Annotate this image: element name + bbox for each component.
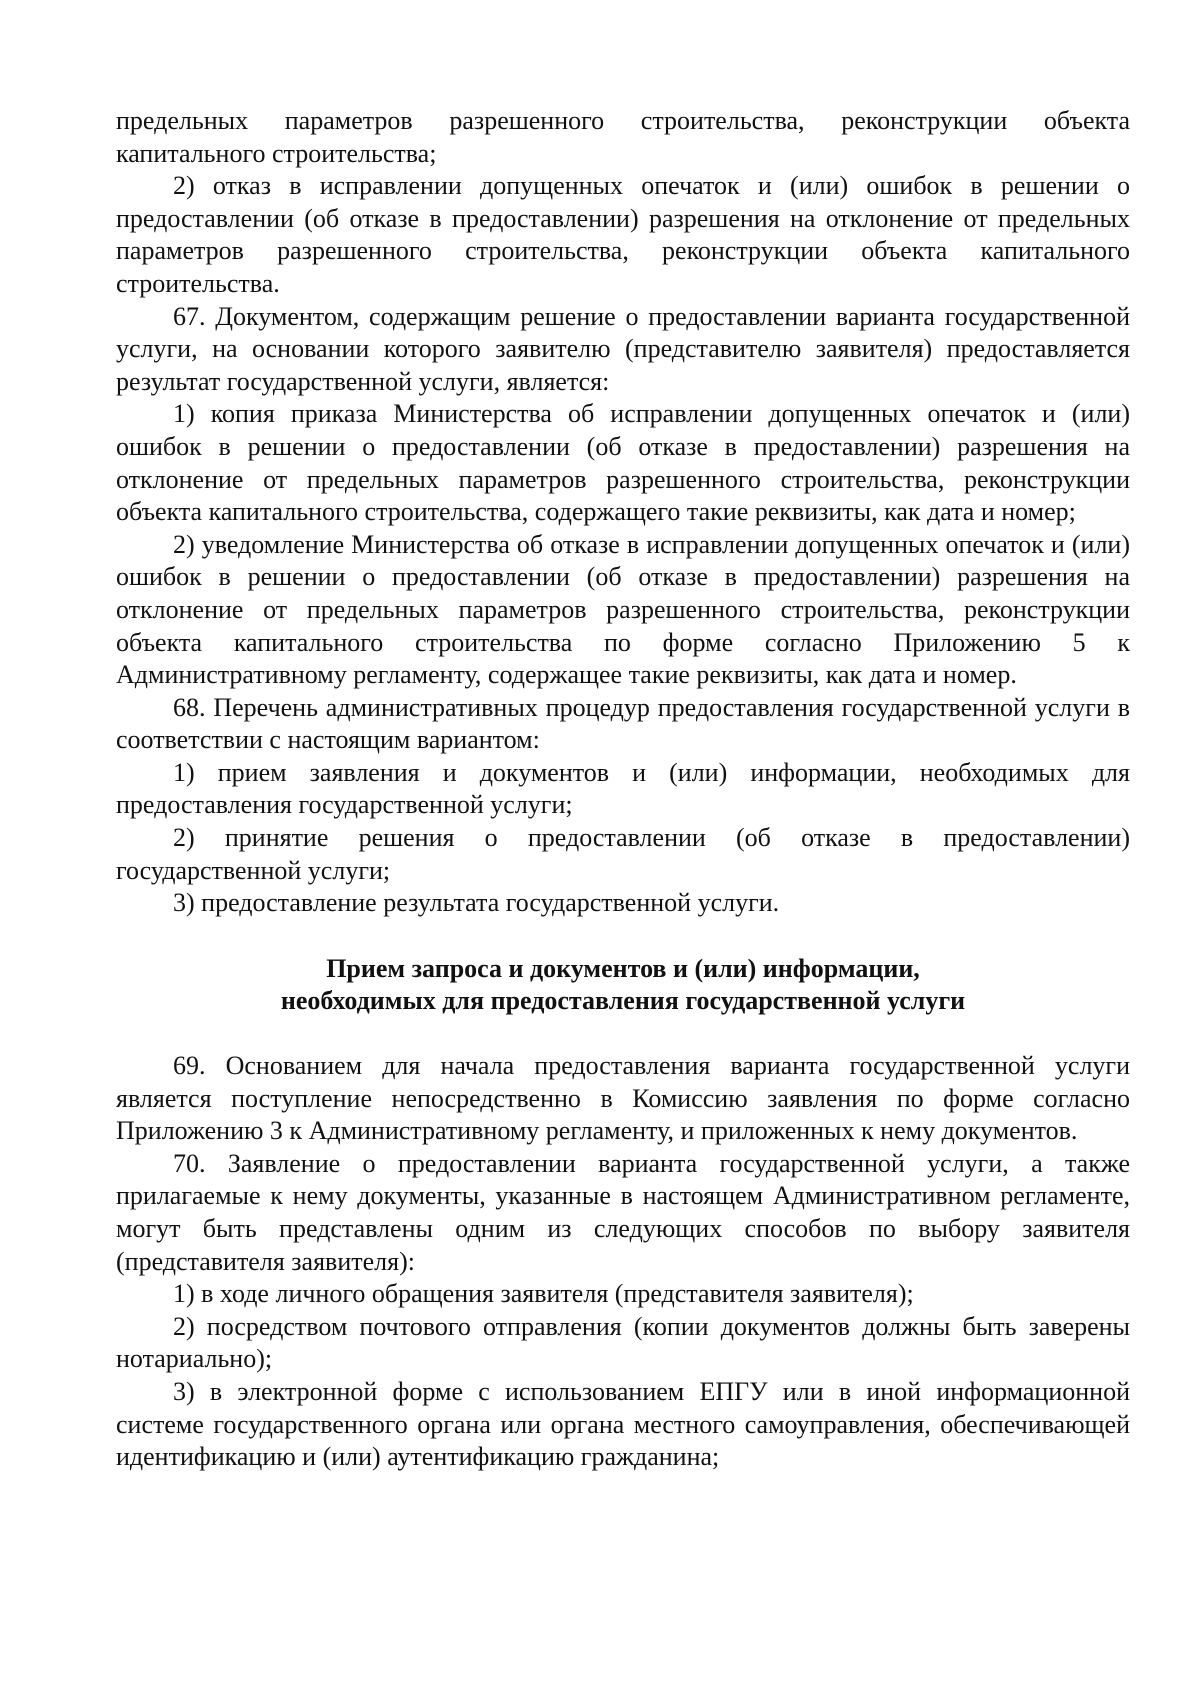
document-page [116, 105, 1130, 1474]
paragraph-68-item-1: 1) прием заявления и документов и (или) информации, необходимых для предоставления государственной услуги; [116, 757, 1130, 820]
paragraph-70-item-1: 1) в ходе личного обращения заявителя (представителя заявителя); [173, 1279, 914, 1309]
paragraph-67-item-2: 2) уведомление Министерства об отказе в исправлении допущенных опечаток и (или) ошибок в решении о предоставлении (об отказе в предоставлении) разрешения на отклонение от предельных параметров разрешенного строительства, реконструкции объекта капитального строительства по форме согласно Приложению 5 к Административному регламенту, содержащее такие реквизиты, как дата и номер. [116, 529, 1130, 690]
paragraph-refusal-item-2: 2) отказ в исправлении допущенных опечаток и (или) ошибок в решении о предоставлении (об отказе в предоставлении) разрешения на отклонение от предельных параметров разрешенного строительства, реконструкции объекта капитального строительства. [116, 171, 1130, 298]
section-heading [116, 953, 1130, 1018]
paragraph-70-item-3: 3) в электронной форме с использованием ЕПГУ или в иной информационной системе государственного органа или органа местного самоуправления, обеспечивающей идентификацию и (или) аутентификацию гражданина; [116, 1376, 1130, 1472]
paragraph-67: 67. Документом, содержащим решение о предоставлении варианта государственной услуги, на основании которого заявителю (представителю заявителя) предоставляется результат государственной услуги, является: [116, 301, 1130, 396]
paragraph-67-item-1: 1) копия приказа Министерства об исправлении допущенных опечаток и (или) ошибок в решении о предоставлении (об отказе в предоставлении) разрешения на отклонение от предельных параметров разрешенного строительства, реконструкции объекта капитального строительства, содержащего такие реквизиты, как дата и номер; [116, 399, 1130, 527]
paragraph-continuation: предельных параметров разрешенного строительства, реконструкции объекта капитального строительства; [116, 106, 1130, 168]
paragraph-70-item-2: 2) посредством почтового отправления (копии документов должны быть заверены нотариально); [116, 1311, 1130, 1374]
section-heading-line-2: необходимых для предоставления государственной услуги [280, 986, 966, 1016]
paragraph-68-item-2: 2) принятие решения о предоставлении (об отказе в предоставлении) государственной услуги; [116, 823, 1130, 885]
section-heading-line-1: Прием запроса и документов и (или) информации, [326, 953, 920, 983]
paragraph-68: 68. Перечень административных процедур предоставления государственной услуги в соответствии с настоящим вариантом: [116, 692, 1130, 755]
paragraph-70: 70. Заявление о предоставлении варианта государственной услуги, а также прилагаемые к нему документы, указанные в настоящем Административном регламенте, могут быть представлены одним из следующих способов по выбору заявителя (представителя заявителя): [116, 1148, 1130, 1276]
paragraph-69: 69. Основанием для начала предоставления варианта государственной услуги является поступление непосредственно в Комиссию заявления по форме согласно Приложению 3 к Административному регламенту, и приложенных к нему документов. [116, 1051, 1130, 1146]
paragraph-68-item-3: 3) предоставление результата государственной услуги. [173, 888, 780, 918]
